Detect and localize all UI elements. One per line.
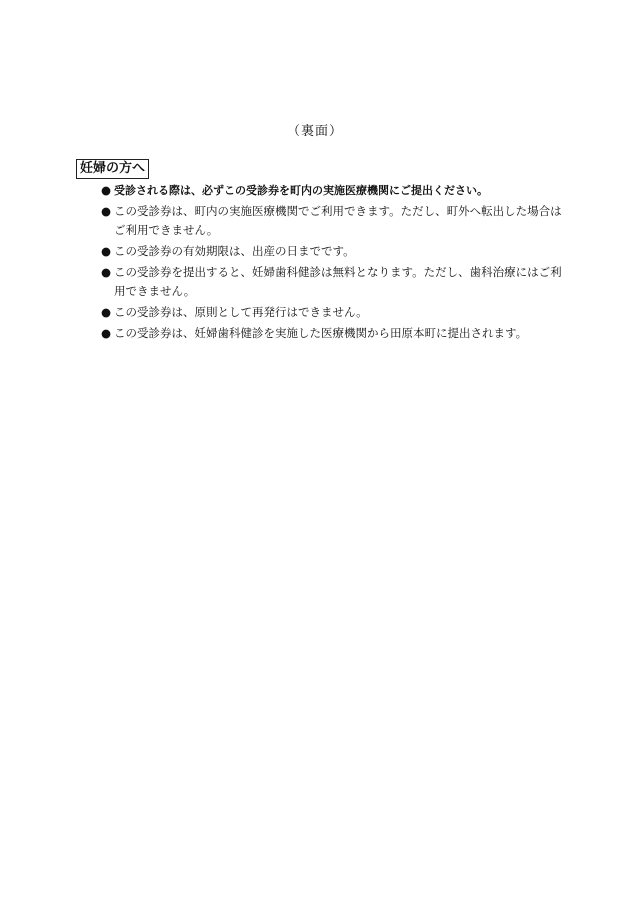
notice-text: この受診券は、妊婦歯科健診を実施した医療機関から田原本町に提出されます。 bbox=[114, 326, 528, 340]
bullet-icon: ● bbox=[101, 204, 112, 218]
notice-item bbox=[101, 242, 563, 261]
notice-item bbox=[101, 324, 563, 343]
page-subtitle: （裏面） bbox=[286, 124, 343, 139]
bullet-icon: ● bbox=[101, 244, 112, 258]
notice-text: この受診券の有効期限は、出産の日までです。 bbox=[114, 244, 355, 258]
bullet-icon: ● bbox=[101, 305, 112, 319]
bullet-icon: ● bbox=[101, 326, 112, 340]
notice-text: この受診券は、町内の実施医療機関でご利用できます。ただし、町外へ転出した場合はご利用できません。 bbox=[114, 204, 562, 237]
notice-list bbox=[101, 181, 563, 345]
notice-item bbox=[101, 263, 563, 301]
notice-item bbox=[101, 202, 563, 240]
notice-text: この受診券は、原則として再発行はできません。 bbox=[114, 305, 368, 319]
notice-text: この受診券を提出すると、妊婦歯科健診は無料となります。ただし、歯科治療にはご利用できません。 bbox=[114, 265, 562, 298]
notice-item bbox=[101, 181, 563, 200]
bullet-icon: ● bbox=[101, 265, 112, 279]
notice-text: 受診される際は、必ずこの受診券を町内の実施医療機関にご提出ください。 bbox=[114, 184, 488, 197]
section-heading: 妊婦の方へ bbox=[76, 159, 149, 179]
bullet-icon: ● bbox=[101, 183, 112, 197]
notice-item bbox=[101, 303, 563, 322]
